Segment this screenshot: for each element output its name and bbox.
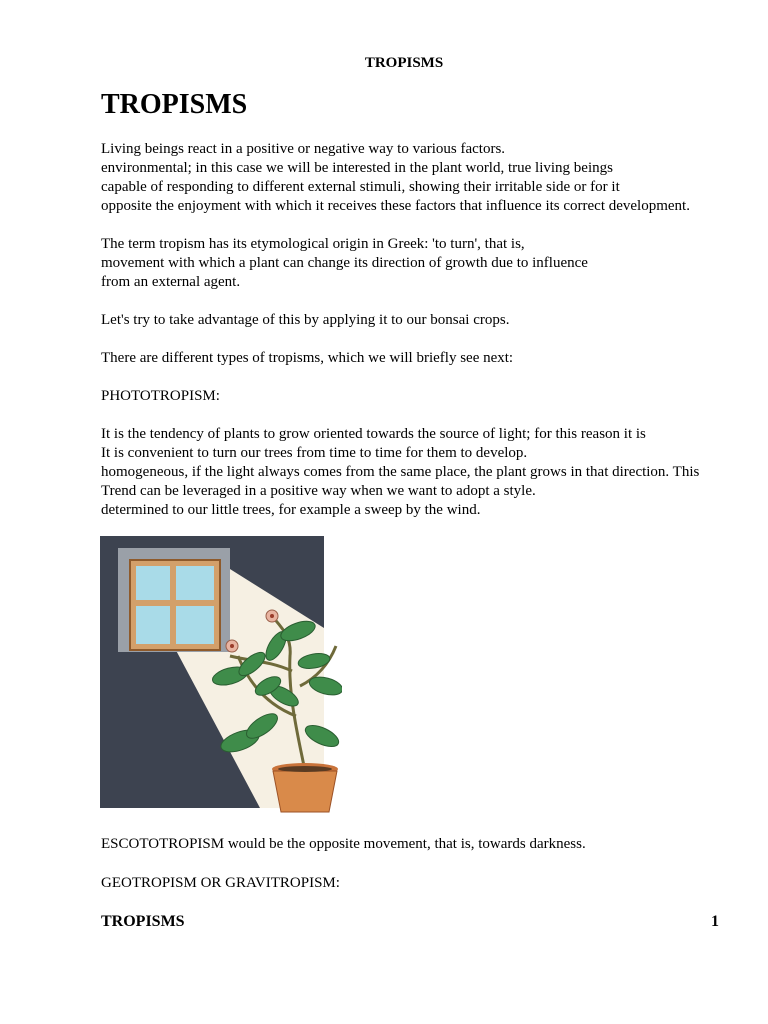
paragraph-line: movement with which a plant can change its direction of growth due to influence — [101, 255, 588, 271]
paragraph-line: determined to our little trees, for example a sweep by the wind. — [101, 502, 481, 518]
paragraph-line: It is the tendency of plants to grow oriented towards the source of light; for this reason it is — [101, 426, 646, 442]
page-number: 1 — [711, 913, 719, 930]
section-heading-geotropism: GEOTROPISM OR GRAVITROPISM: — [101, 875, 340, 891]
paragraph-line: Living beings react in a positive or negative way to various factors. — [101, 141, 506, 157]
paragraph-line: Trend can be leveraged in a positive way when we want to adopt a style. — [101, 483, 536, 499]
footer-title: TROPISMS — [101, 913, 185, 930]
section-heading-phototropism: PHOTOTROPISM: — [101, 388, 220, 404]
paragraph-line: It is convenient to turn our trees from time to time for them to develop. — [101, 445, 528, 461]
paragraph-line: opposite the enjoyment with which it receives these factors that influence its correct development. — [101, 198, 690, 214]
paragraph-line: There are different types of tropisms, which we will briefly see next: — [101, 350, 514, 366]
document-title: TROPISMS — [101, 89, 248, 120]
paragraph-line: homogeneous, if the light always comes from the same place, the plant grows in that direction. This — [101, 464, 700, 480]
paragraph-line: Let's try to take advantage of this by applying it to our bonsai crops. — [101, 312, 510, 328]
running-header: TROPISMS — [364, 55, 444, 71]
paragraph-line: The term tropism has its etymological origin in Greek: 'to turn', that is, — [101, 236, 525, 252]
paragraph-line: capable of responding to different external stimuli, showing their irritable side or for it — [101, 179, 620, 195]
paragraph-line: from an external agent. — [101, 274, 241, 290]
paragraph-line: environmental; in this case we will be interested in the plant world, true living beings — [101, 160, 613, 176]
phototropism-illustration — [100, 536, 342, 816]
paragraph-line: ESCOTOTROPISM would be the opposite movement, that is, towards darkness. — [101, 836, 586, 852]
